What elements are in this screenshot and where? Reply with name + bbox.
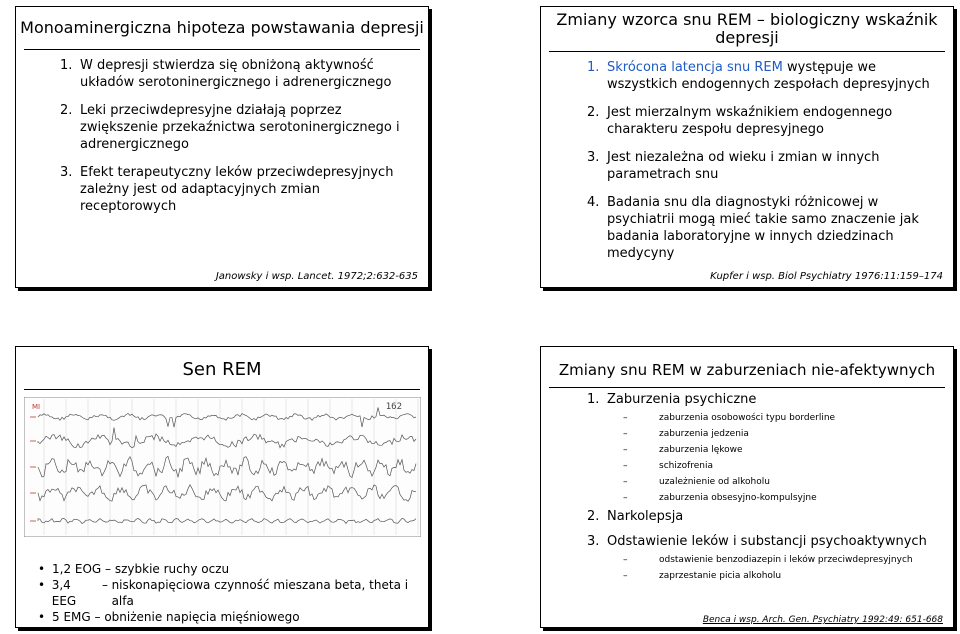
slide-rem-pattern <box>540 6 954 288</box>
list-item: 2. Leki przeciwdepresyjne działają poprzez zwiększenie przekaźnictwa serotoninergicznego i adrenergicznego <box>60 103 400 152</box>
list-item: 2. Narkolepsja <box>587 509 684 524</box>
slide-title: Sen REM <box>182 359 262 380</box>
list-item: 3. Jest niezależna od wieku i zmian w innych parametrach snu <box>587 150 880 182</box>
title-divider <box>24 49 420 50</box>
citation: Janowsky i wsp. Lancet. 1972;2:632-635 <box>215 271 418 282</box>
citation: Kupfer i wsp. Biol Psychiatry 1976:11:159–174 <box>710 271 943 282</box>
list-item: 1. Skrócona latencja snu REM występuje we wszystkich endogennych zespołach depresyjnych <box>587 60 930 92</box>
sub-item: – schizofrenia <box>623 461 713 471</box>
rem-findings-list <box>587 59 942 273</box>
slide-title: Monoaminergiczna hipoteza powstawania depresji <box>20 18 424 37</box>
slide-monoamine-hypothesis <box>15 6 429 288</box>
sub-item: – zaburzenia osobowości typu borderline <box>623 413 836 423</box>
sub-item: – zaburzenia jedzenia <box>623 429 749 439</box>
sub-list <box>623 554 942 582</box>
list-item: 1. Zaburzenia psychiczne <box>587 392 757 407</box>
list-item: 3. Efekt terapeutyczny leków przeciwdepresyjnych zależny jest od adaptacyjnych zmian receptorowych <box>60 165 394 214</box>
slide-title: Zmiany wzorca snu REM – biologiczny wskaźnik depresji <box>556 10 938 47</box>
citation: Benca i wsp. Arch. Gen. Psychiatry 1992:49: 651-668 <box>702 615 943 625</box>
slide-title: Zmiany snu REM w zaburzeniach nie-afektywnych <box>558 361 936 379</box>
list-item: 3. Odstawienie leków i substancji psychoaktywnych <box>587 534 927 549</box>
title-divider <box>549 387 945 388</box>
sub-list <box>623 412 942 504</box>
rem-channel-list <box>38 561 428 625</box>
list-item: • 1,2 EOG – szybkie ruchy oczu <box>38 562 230 576</box>
disorder-list <box>587 391 942 586</box>
title-divider <box>24 389 420 390</box>
eeg-label-left: MI <box>32 403 41 411</box>
eeg-label-top: 162 <box>385 402 402 412</box>
list-item: 2. Jest mierzalnym wskaźnikiem endogennego charakteru zespołu depresyjnego <box>587 105 893 137</box>
sub-item: – zaburzenia lękowe <box>623 445 743 455</box>
eeg-recording-image <box>24 397 421 537</box>
slide-rem-nonaffective <box>540 346 954 628</box>
title-divider <box>549 51 945 52</box>
hypothesis-list <box>60 57 410 226</box>
list-item: 4. Badania snu dla diagnostyki różnicowej w psychiatrii mogą mieć takie samo znaczenie jak badania laboratoryjne w innych dziedzinach medycyny <box>587 195 919 261</box>
slide-rem-sleep <box>15 346 429 628</box>
sub-item: – zaburzenia obsesyjno-kompulsyjne <box>623 493 817 503</box>
sub-item: – uzależnienie od alkoholu <box>623 477 770 487</box>
list-item: • 3,4 EEG – niskonapięciowa czynność mieszana beta, theta i alfa <box>38 578 409 608</box>
sub-item: – odstawienie benzodiazepin i leków przeciwdepresyjnych <box>623 555 913 565</box>
sub-item: – zaprzestanie picia alkoholu <box>623 571 782 581</box>
list-item: 1. W depresji stwierdza się obniżoną aktywność układów serotoninergicznego i adrenergicznego <box>60 58 392 90</box>
list-item: • 5 EMG – obniżenie napięcia mięśniowego <box>38 610 300 624</box>
